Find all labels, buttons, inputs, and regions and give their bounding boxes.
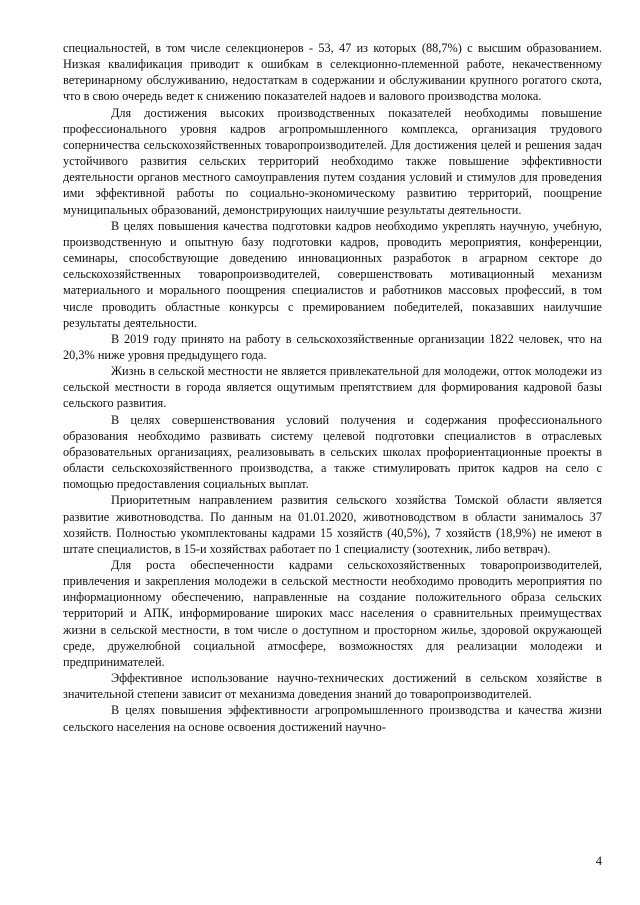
- paragraph-3: В целях повышения качества подготовки кадров необходимо укреплять научную, учебную, производственную и опытную базу подготовки кадров, проводить мероприятия, конференции, семинары, способствующие доведению инновационных разработок в аграрном секторе до сельскохозяйственных товаропроизводителей, совершенствовать мотивационный механизм материального и морального поощрения специалистов и работников массовых профессий, в том числе проводить областные конкурсы с премированием победителей, показавших наилучшие результаты деятельности.: [63, 218, 602, 330]
- paragraph-1: специальностей, в том числе селекционеров - 53, 47 из которых (88,7%) с высшим образованием. Низкая квалификация приводит к ошибкам в селекционно-племенной работе, некачественному ветеринарному обслуживанию, недостаткам в содержании и обслуживании крупного рогатого скота, что в свою очередь ведет к снижению показателей надоев и валового производства молока.: [63, 41, 602, 104]
- paragraph-7: Приоритетным направлением развития сельского хозяйства Томской области является развитие животноводства. По данным на 01.01.2020, животноводством в области занималось 37 хозяйств. Полностью укомплектованы кадрами 15 хозяйств (40,5%), 7 хозяйств (18,9%) не имеют в штате специалистов, в 15-и хозяйствах работает по 1 специалисту (зоотехник, либо ветврач).: [63, 493, 602, 556]
- page-number: 4: [595, 854, 602, 868]
- paragraph-10: В целях повышения эффективности агропромышленного производства и качества жизни сельского населения на основе освоения достижений научно-: [63, 703, 602, 734]
- paragraph-4: В 2019 году принято на работу в сельскохозяйственные организации 1822 человек, что на 20,3% ниже уровня предыдущего года.: [63, 331, 602, 362]
- document-body: [63, 40, 602, 735]
- paragraph-5: Жизнь в сельской местности не является привлекательной для молодежи, отток молодежи из сельской местности в города является ощутимым препятствием для формирования кадровой базы сельского развития.: [63, 364, 602, 411]
- paragraph-9: Эффективное использование научно-технических достижений в сельском хозяйстве в значительной степени зависит от механизма доведения знаний до товаропроизводителей.: [63, 671, 602, 702]
- paragraph-8: Для роста обеспеченности кадрами сельскохозяйственных товаропроизводителей, привлечения и закрепления молодежи в сельской местности необходимо проводить мероприятия по информационному обеспечению, направленные на создание положительного образа сельских территорий и АПК, информирование широких масс населения о сравнительных преимуществах жизни в сельской местности, в том числе о доступном и просторном жилье, здоровой окружающей среде, дружелюбной социальной атмосфере, возможностях для реализации молодежи и предпринимателей.: [63, 558, 602, 669]
- paragraph-2: Для достижения высоких производственных показателей необходимы повышение профессионального уровня кадров агропромышленного комплекса, организация трудового соперничества сельскохозяйственных товаропроизводителей. Для достижения целей и решения задач устойчивого развития сельских территорий необходимо также повышение эффективности деятельности органов местного самоуправления путем создания условий и стимулов для проведения ими эффективной работы по социально-экономическому развитию территорий, поощрение муниципальных образований, демонстрирующих наилучшие результаты деятельности.: [63, 105, 602, 217]
- paragraph-6: В целях совершенствования условий получения и содержания профессионального образования необходимо развивать систему целевой подготовки специалистов в отраслевых образовательных организациях, реализовывать в сельских школах профориентационные проекты в области сельскохозяйственного производства, а также стимулировать приток кадров на село с помощью предоставления социальных выплат.: [63, 412, 602, 492]
